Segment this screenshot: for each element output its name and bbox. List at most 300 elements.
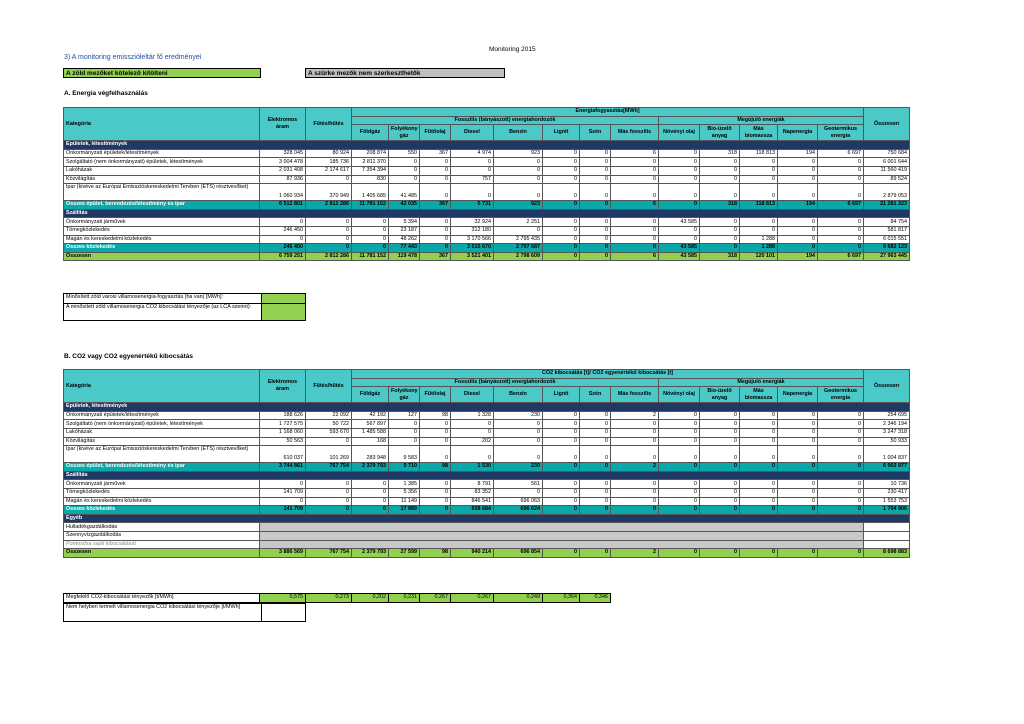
grand-total-cell: 11 781 152 — [352, 252, 389, 261]
fuel-header: Fűtőolaj — [420, 125, 451, 141]
value-cell: 0 — [389, 437, 420, 446]
value-cell: 0 — [818, 226, 864, 235]
grand-total-cell: 0 — [543, 252, 580, 261]
subtotal-cell: 0 — [306, 244, 352, 253]
value-cell: 0 — [543, 175, 580, 184]
value-cell: 1 004 837 — [864, 446, 910, 463]
value-cell: 0 — [659, 437, 700, 446]
grand-total-cell: 0 — [778, 549, 818, 558]
subtotal-cell: 0 — [543, 463, 580, 472]
fuel-header: Más biomassza — [740, 125, 778, 141]
subtotal-cell: 923 — [494, 201, 543, 210]
value-cell: 0 — [543, 184, 580, 201]
table-row — [64, 437, 910, 446]
value-cell: 0 — [740, 411, 778, 420]
value-cell: 0 — [543, 149, 580, 158]
value-cell: 0 — [580, 497, 611, 506]
value-cell: 0 — [580, 158, 611, 167]
renewable-header: Megújuló energiák — [659, 378, 864, 387]
value-cell: 0 — [580, 411, 611, 420]
fossil-header: Fosszilis (bányászott) energiahordozók — [352, 116, 659, 125]
value-cell: 0 — [306, 480, 352, 489]
value-cell: 0 — [580, 480, 611, 489]
subtotal-cell: 1 794 906 — [864, 506, 910, 515]
section-row: Épületek, létesítmények — [64, 141, 910, 150]
value-cell: 6 015 551 — [864, 235, 910, 244]
value-cell: 0 — [700, 428, 740, 437]
value-cell: 0 — [700, 480, 740, 489]
value-cell: 0 — [740, 166, 778, 175]
value-cell: 0 — [778, 488, 818, 497]
value-cell: 923 — [494, 149, 543, 158]
grand-total-cell: 0 — [580, 549, 611, 558]
row-label: Önkormányzati épületek/létesítmények — [64, 149, 260, 158]
fuel-header: Szén — [580, 125, 611, 141]
subtotal-cell: 0 — [580, 463, 611, 472]
grand-total-cell: 0 — [700, 549, 740, 558]
value-cell: 0 — [659, 184, 700, 201]
value-cell: 208 874 — [352, 149, 389, 158]
value-cell: 2 251 — [494, 218, 543, 227]
value-cell: 0 — [700, 218, 740, 227]
grand-total-cell: 194 — [778, 252, 818, 261]
row-label: Szennyvízgazdálkodás — [64, 531, 260, 540]
value-cell: 0 — [700, 184, 740, 201]
value-cell: 3 170 566 — [451, 235, 494, 244]
value-cell: 561 — [494, 480, 543, 489]
heating-header: Fűtés/hűtés — [306, 370, 352, 403]
value-cell: 0 — [494, 184, 543, 201]
subtotal-cell: 0 — [611, 506, 659, 515]
grand-total-cell: 2 — [611, 549, 659, 558]
value-cell: 6 — [611, 149, 659, 158]
fuel-header: Növényi olaj — [659, 125, 700, 141]
value-cell: 0 — [306, 497, 352, 506]
value-cell: 0 — [700, 235, 740, 244]
value-cell: 0 — [740, 437, 778, 446]
value-cell: 0 — [611, 184, 659, 201]
value-cell: 0 — [778, 437, 818, 446]
table-row — [64, 158, 910, 167]
subtotal-cell: 2 812 286 — [306, 201, 352, 210]
value-cell: 0 — [659, 175, 700, 184]
subtotal-cell: 11 781 152 — [352, 201, 389, 210]
local-factor-box — [63, 603, 306, 622]
value-cell: 0 — [611, 488, 659, 497]
value-cell: 0 — [543, 446, 580, 463]
value-cell: 0 — [543, 166, 580, 175]
total-header: Összesen — [864, 370, 910, 403]
value-cell: 0 — [451, 158, 494, 167]
value-cell: 0 — [700, 411, 740, 420]
report-title: Monitoring 2015 — [489, 46, 536, 53]
subtotal-cell: 0 — [580, 506, 611, 515]
value-cell: 32 924 — [451, 218, 494, 227]
row-label: Tömegközlekedés — [64, 488, 260, 497]
grand-total-cell: 3 886 569 — [260, 549, 306, 558]
value-cell: 0 — [306, 437, 352, 446]
subtotal-cell: 77 443 — [389, 244, 420, 253]
factor-cell[interactable]: 0,249 — [494, 594, 543, 603]
subtotal-cell: 21 281 323 — [864, 201, 910, 210]
subtotal-cell: 3 744 861 — [260, 463, 306, 472]
grand-total-cell: 940 214 — [451, 549, 494, 558]
value-cell: 127 — [389, 411, 420, 420]
subtotal-cell: 0 — [700, 463, 740, 472]
value-cell: 0 — [420, 480, 451, 489]
value-cell: 0 — [818, 480, 864, 489]
value-cell: 0 — [818, 497, 864, 506]
grand-total-cell: 696 854 — [494, 549, 543, 558]
value-cell: 254 695 — [864, 411, 910, 420]
value-cell: 0 — [659, 428, 700, 437]
value-cell: 318 — [700, 149, 740, 158]
value-cell: 0 — [611, 175, 659, 184]
value-cell: 0 — [389, 428, 420, 437]
row-label: Tömegközlekedés — [64, 226, 260, 235]
value-cell: 168 — [352, 437, 389, 446]
value-cell: 0 — [451, 428, 494, 437]
grand-total-cell: 119 478 — [389, 252, 420, 261]
value-cell: 0 — [543, 411, 580, 420]
value-cell: 1 385 — [389, 480, 420, 489]
value-cell: 0 — [818, 446, 864, 463]
energy-table — [63, 107, 910, 261]
value-cell: 0 — [389, 166, 420, 175]
subtotal-cell: 3 515 670 — [451, 244, 494, 253]
value-cell: 8 791 — [451, 480, 494, 489]
value-cell: 0 — [420, 446, 451, 463]
factor-cell[interactable]: 0,231 — [389, 594, 420, 603]
value-cell: 0 — [451, 446, 494, 463]
value-cell: 0 — [494, 166, 543, 175]
subtotal-cell: 6 682 123 — [864, 244, 910, 253]
subtotal-cell: 0 — [543, 506, 580, 515]
value-cell: 9 583 — [389, 446, 420, 463]
grand-total-cell: 98 — [420, 549, 451, 558]
value-cell: 328 045 — [260, 149, 306, 158]
row-label: Közvilágítás — [64, 175, 260, 184]
subtotal-cell: 1 530 — [451, 463, 494, 472]
factor-box — [63, 593, 611, 603]
value-cell: 0 — [389, 175, 420, 184]
factor-cell[interactable]: 0,267 — [451, 594, 494, 603]
table-row — [64, 497, 910, 506]
factor-cell[interactable]: 0,346 — [580, 594, 611, 603]
subtotal-cell: 0 — [659, 463, 700, 472]
subtotal-cell: 0 — [611, 244, 659, 253]
value-cell: 0 — [580, 437, 611, 446]
grand-total-cell: 2 379 793 — [352, 549, 389, 558]
value-cell: 0 — [306, 235, 352, 244]
row-label: Ipar (kivéve az Európai Emisszióskereskedelmi Tervben (ETS) résztvevőket) — [64, 184, 260, 201]
value-cell: 0 — [611, 218, 659, 227]
value-cell: 0 — [818, 175, 864, 184]
grand-total-cell: 27 963 445 — [864, 252, 910, 261]
fuel-header: Folyékony gáz — [389, 387, 420, 403]
value-cell: 0 — [580, 149, 611, 158]
subtotal-cell: 0 — [778, 506, 818, 515]
value-cell: 141 709 — [260, 488, 306, 497]
table-row — [64, 184, 910, 201]
value-cell: 50 722 — [306, 420, 352, 429]
category-header: Kategória — [64, 370, 260, 403]
subtotal-row — [64, 463, 910, 472]
subtotal-label: Összes közlekedés — [64, 506, 260, 515]
total-header: Összesen — [864, 108, 910, 141]
subtotal-cell: 0 — [778, 244, 818, 253]
value-cell: 2 031 408 — [260, 166, 306, 175]
value-cell: 0 — [611, 226, 659, 235]
grand-total-cell: 318 — [700, 252, 740, 261]
value-cell: 2 — [611, 411, 659, 420]
value-cell: 101 269 — [306, 446, 352, 463]
factor-label: Megfelelő CO2-kibocsátási tényezők [t/MWh] — [64, 594, 260, 603]
value-cell: 696 063 — [494, 497, 543, 506]
fuel-header: Más biomassza — [740, 387, 778, 403]
table-row — [64, 420, 910, 429]
local-factor-input[interactable] — [262, 604, 306, 622]
value-cell: 0 — [494, 226, 543, 235]
factor-cell[interactable]: 0,364 — [543, 594, 580, 603]
value-cell: 367 — [420, 149, 451, 158]
value-cell: 0 — [700, 166, 740, 175]
value-cell: 0 — [659, 411, 700, 420]
factor-cell[interactable]: 0,202 — [352, 594, 389, 603]
table-row — [64, 446, 910, 463]
value-cell: 0 — [389, 158, 420, 167]
value-cell: 0 — [818, 218, 864, 227]
subtotal-cell: 0 — [818, 506, 864, 515]
value-cell: 0 — [580, 235, 611, 244]
value-cell: 593 670 — [306, 428, 352, 437]
value-cell: 3 247 318 — [864, 428, 910, 437]
value-cell: 1 168 060 — [260, 428, 306, 437]
subtotal-cell: 17 889 — [389, 506, 420, 515]
value-cell: 0 — [494, 428, 543, 437]
value-cell: 0 — [611, 420, 659, 429]
grand-total-cell: 43 585 — [659, 252, 700, 261]
value-cell: 98 — [420, 411, 451, 420]
value-cell: 0 — [420, 420, 451, 429]
subtotal-cell: 2 379 793 — [352, 463, 389, 472]
value-cell: 0 — [700, 420, 740, 429]
value-cell: 0 — [543, 420, 580, 429]
value-cell: 0 — [740, 226, 778, 235]
subtotal-cell: 230 — [494, 463, 543, 472]
fuel-header: Növényi olaj — [659, 387, 700, 403]
fuel-header: Folyékony gáz — [389, 125, 420, 141]
subtotal-cell: 2 — [611, 463, 659, 472]
subtotal-cell: 0 — [420, 244, 451, 253]
value-cell: 2 811 370 — [352, 158, 389, 167]
value-cell: 0 — [306, 488, 352, 497]
fuel-header: Lignit — [543, 387, 580, 403]
legend-green: A zöld mezőket kötelező kitölteni — [63, 68, 261, 78]
grand-total-cell: 767 754 — [306, 549, 352, 558]
value-cell: 0 — [420, 437, 451, 446]
subtotal-cell: 118 813 — [740, 201, 778, 210]
value-cell: 0 — [778, 226, 818, 235]
value-cell: 80 924 — [306, 149, 352, 158]
value-cell: 0 — [580, 218, 611, 227]
fuel-header: Bio-üzelő anyag — [700, 125, 740, 141]
value-cell: 2 346 194 — [864, 420, 910, 429]
value-cell: 0 — [778, 411, 818, 420]
value-cell: 0 — [451, 420, 494, 429]
fuel-header: Diesel — [451, 387, 494, 403]
value-cell: 3 004 478 — [260, 158, 306, 167]
factor-cell[interactable]: 0,575 — [260, 594, 306, 603]
grand-total-cell: 0 — [659, 549, 700, 558]
disabled-cells — [260, 540, 864, 549]
value-cell: 0 — [818, 158, 864, 167]
value-cell: 0 — [740, 480, 778, 489]
value-cell: 1 727 575 — [260, 420, 306, 429]
row-label: Hulladékgazdálkodás — [64, 523, 260, 532]
section-heading: 3) A monitoring emisszióleltár fő eredményei — [64, 54, 202, 61]
fuel-header: Lignit — [543, 125, 580, 141]
value-cell: 0 — [580, 175, 611, 184]
row-label: Közvilágítás — [64, 437, 260, 446]
factor-cell[interactable]: 0,267 — [420, 594, 451, 603]
row-label: Szolgáltató (nem önkormányzati) épületek, létesítmények — [64, 158, 260, 167]
value-cell: 0 — [700, 497, 740, 506]
table-row — [64, 166, 910, 175]
subtotal-cell: 9 710 — [389, 463, 420, 472]
fuel-header: Fűtőolaj — [420, 387, 451, 403]
value-cell: 0 — [818, 420, 864, 429]
section-row: Szállítás — [64, 471, 910, 480]
value-cell: 0 — [818, 488, 864, 497]
section-row: Egyéb — [64, 514, 910, 523]
value-cell: 0 — [306, 175, 352, 184]
value-cell: 0 — [740, 218, 778, 227]
value-cell: 2 879 053 — [864, 184, 910, 201]
fuel-header: Más fosszilis — [611, 387, 659, 403]
value-cell: 283 948 — [352, 446, 389, 463]
value-cell: 84 754 — [864, 218, 910, 227]
value-cell: 0 — [818, 437, 864, 446]
value-cell: 0 — [740, 158, 778, 167]
value-cell: 0 — [818, 411, 864, 420]
value-cell: 0 — [818, 184, 864, 201]
value-cell: 0 — [659, 488, 700, 497]
table-row — [64, 411, 910, 420]
grand-total-cell: 27 599 — [389, 549, 420, 558]
green-electricity-input[interactable] — [262, 294, 306, 304]
value-cell: 89 524 — [864, 175, 910, 184]
subtotal-cell: 1 288 — [740, 244, 778, 253]
green-factor-input[interactable] — [262, 304, 306, 321]
total-cell — [864, 523, 910, 532]
value-cell: 370 949 — [306, 184, 352, 201]
subtotal-label: Összes épület, berendezés/létesítmény és ipar — [64, 201, 260, 210]
value-cell: 0 — [420, 226, 451, 235]
green-factor-label: A minősített zöld villamosenergia CO2 kibocsátási tényezője (az LCA szerint): — [64, 304, 262, 321]
emission-table — [63, 369, 910, 558]
category-header: Kategória — [64, 108, 260, 141]
renewable-header: Megújuló energiák — [659, 116, 864, 125]
value-cell: 312 180 — [451, 226, 494, 235]
value-cell: 0 — [389, 420, 420, 429]
table-row — [64, 428, 910, 437]
subtotal-cell: 0 — [352, 506, 389, 515]
value-cell: 48 262 — [389, 235, 420, 244]
value-cell: 0 — [700, 488, 740, 497]
subtotal-row — [64, 201, 910, 210]
value-cell: 230 417 — [864, 488, 910, 497]
section-row: Épületek, létesítmények — [64, 403, 910, 412]
value-cell: 0 — [778, 480, 818, 489]
value-cell: 0 — [260, 235, 306, 244]
value-cell: 0 — [451, 184, 494, 201]
legend-grey: A szürke mezők nem szerkeszthetők — [305, 68, 505, 78]
subtotal-cell: 0 — [659, 201, 700, 210]
local-factor-label: Nem helyben termelt villamosenergia CO2 kibocsátási tényezője [t/MWh] — [64, 604, 262, 622]
value-cell: 0 — [352, 497, 389, 506]
fuel-header: Más fosszilis — [611, 125, 659, 141]
row-label: Lakóházak — [64, 428, 260, 437]
total-cell — [864, 540, 910, 549]
subtotal-cell: 141 709 — [260, 506, 306, 515]
subtotal-row — [64, 506, 910, 515]
value-cell: 50 563 — [260, 437, 306, 446]
value-cell: 0 — [700, 446, 740, 463]
total-cell — [864, 531, 910, 540]
value-cell: 0 — [611, 446, 659, 463]
factor-cell[interactable]: 0,273 — [306, 594, 352, 603]
table-row — [64, 480, 910, 489]
subtotal-cell: 318 — [700, 201, 740, 210]
value-cell: 6 001 644 — [864, 158, 910, 167]
value-cell: 0 — [740, 428, 778, 437]
value-cell: 188 626 — [260, 411, 306, 420]
grand-total-cell: 6 — [611, 252, 659, 261]
value-cell: 0 — [260, 480, 306, 489]
value-cell: 0 — [611, 166, 659, 175]
grand-total-row — [64, 252, 910, 261]
subtotal-cell: 0 — [740, 463, 778, 472]
value-cell: 610 037 — [260, 446, 306, 463]
value-cell: 550 — [389, 149, 420, 158]
value-cell: 0 — [700, 158, 740, 167]
fuel-header: Napenergia — [778, 387, 818, 403]
value-cell: 0 — [611, 480, 659, 489]
value-cell: 0 — [543, 158, 580, 167]
value-cell: 567 897 — [352, 420, 389, 429]
value-cell: 1 328 — [451, 411, 494, 420]
value-cell: 22 092 — [306, 411, 352, 420]
subtotal-cell: 6 903 977 — [864, 463, 910, 472]
value-cell: 0 — [543, 488, 580, 497]
fuel-header: Geotermikus energia — [818, 387, 864, 403]
value-cell: 581 817 — [864, 226, 910, 235]
value-cell: 6 697 — [818, 149, 864, 158]
subtotal-cell: 0 — [818, 463, 864, 472]
table-row — [64, 226, 910, 235]
row-label: Pontosítsa saját kibocsátását — [64, 540, 260, 549]
subtotal-cell: 6 — [611, 201, 659, 210]
value-cell: 0 — [659, 420, 700, 429]
value-cell: 0 — [778, 497, 818, 506]
subtotal-cell: 2 797 687 — [494, 244, 543, 253]
value-cell: 0 — [420, 166, 451, 175]
value-cell: 0 — [611, 235, 659, 244]
table-row — [64, 218, 910, 227]
value-cell: 11 149 — [389, 497, 420, 506]
value-cell: 0 — [451, 166, 494, 175]
